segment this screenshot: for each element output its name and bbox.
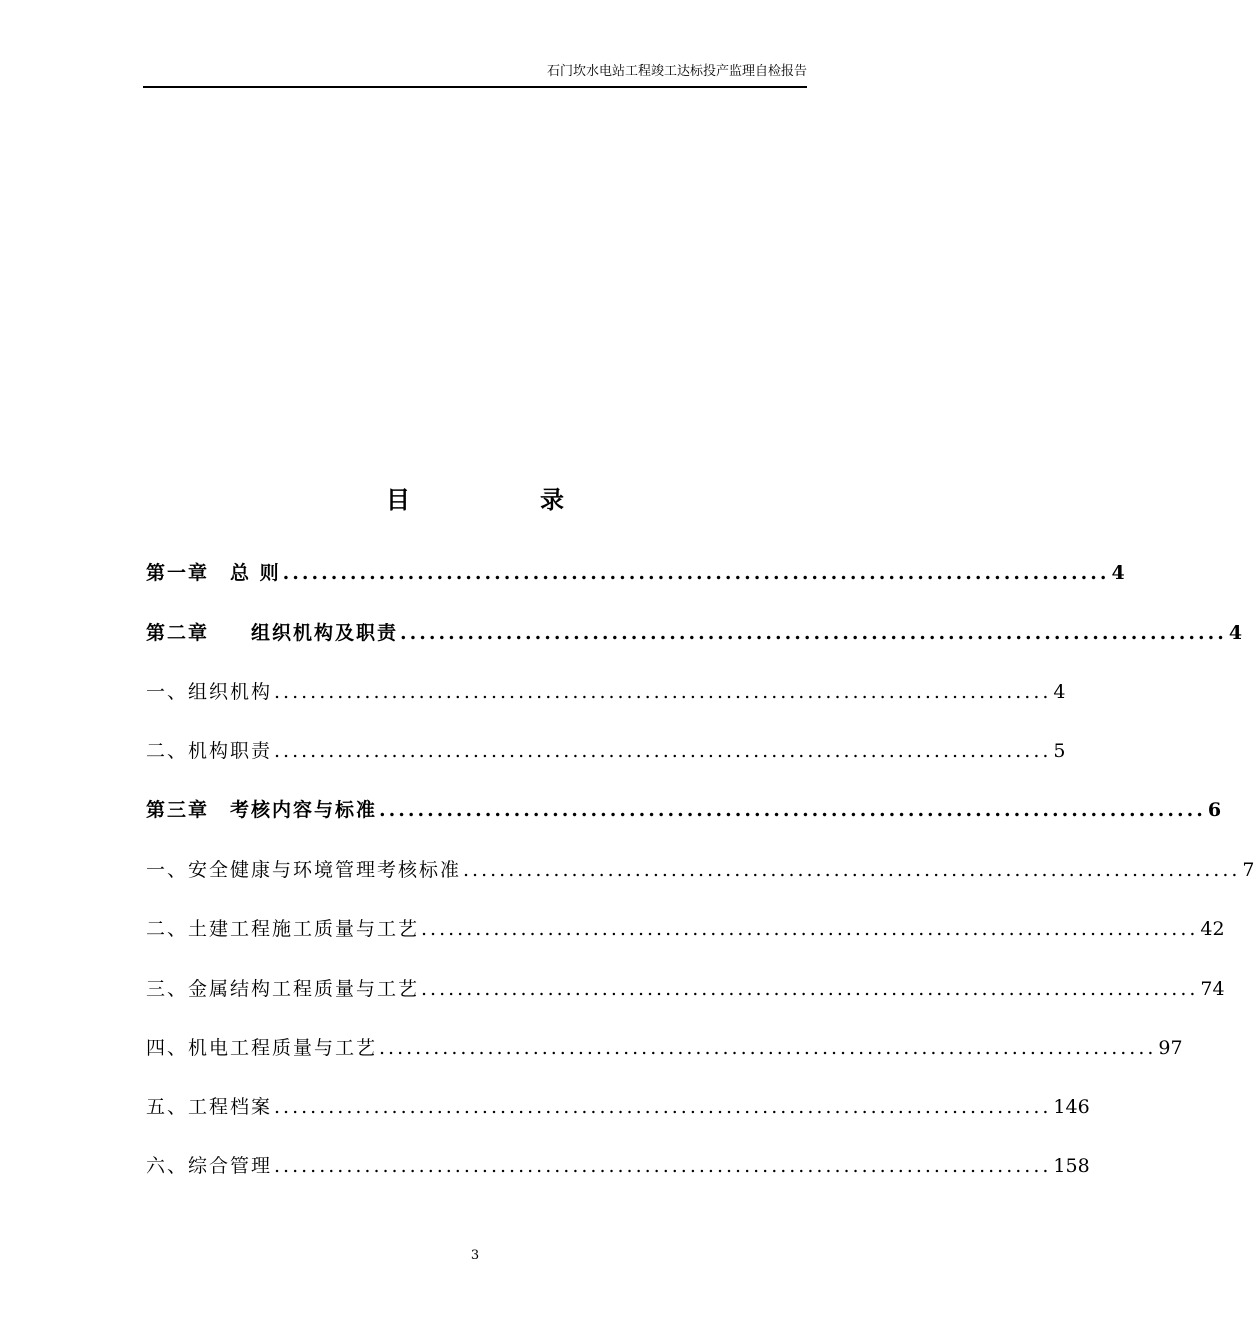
toc-leader-dots: ......................................................................................: [379, 799, 1206, 821]
toc-entry[interactable]: [146, 973, 1225, 1005]
header-text: 石门坎水电站工程竣工达标投产监理自检报告: [546, 64, 807, 79]
toc-entry-page: 4: [1228, 622, 1243, 644]
toc-entry[interactable]: [146, 676, 1066, 708]
toc-leader-dots: ......................................................................................: [274, 740, 1052, 762]
toc-entry-page: 74: [1200, 978, 1225, 1000]
toc-entry[interactable]: [146, 1150, 1090, 1182]
toc-entry-label: 第二章 组织机构及职责: [146, 622, 399, 644]
toc-leader-dots: ......................................................................................: [274, 1155, 1052, 1177]
toc-leader-dots: ......................................................................................: [463, 859, 1241, 881]
toc-leader-dots: ......................................................................................: [282, 562, 1110, 584]
toc-entry-page: 6: [1207, 799, 1222, 821]
toc-entry-label: 四、机电工程质量与工艺: [146, 1037, 378, 1059]
toc-title-char-1: 目: [386, 485, 410, 514]
toc-entry[interactable]: [146, 617, 1243, 649]
toc-entry-page: 97: [1158, 1037, 1183, 1059]
toc-entry[interactable]: [146, 1091, 1090, 1123]
toc-entry-label: 二、机构职责: [146, 740, 273, 762]
toc-entry-label: 一、组织机构: [146, 681, 273, 703]
toc-entry-page: 4: [1053, 681, 1066, 703]
toc-entry[interactable]: [146, 913, 1225, 945]
toc-entry-page: 146: [1053, 1096, 1090, 1118]
toc-entry-page: 158: [1053, 1155, 1090, 1177]
toc-entry-label: 一、安全健康与环境管理考核标准: [146, 859, 462, 881]
page-number: 3: [470, 1248, 480, 1263]
toc-leader-dots: ......................................................................................: [400, 622, 1227, 644]
toc-entry-label: 六、综合管理: [146, 1155, 273, 1177]
toc-entry-page: 4: [1111, 562, 1125, 584]
toc-entry[interactable]: [146, 854, 1255, 886]
toc-entry-label: 第三章 考核内容与标准: [146, 799, 378, 821]
toc-entry[interactable]: [146, 557, 1125, 589]
toc-entry-label: 二、土建工程施工质量与工艺: [146, 918, 420, 940]
toc-entry-label: 三、金属结构工程质量与工艺: [146, 978, 420, 1000]
toc-leader-dots: ......................................................................................: [379, 1037, 1157, 1059]
toc-leader-dots: ......................................................................................: [421, 918, 1199, 940]
toc-entry-page: 42: [1200, 918, 1225, 940]
toc-entry-page: 5: [1053, 740, 1066, 762]
toc-entry[interactable]: [146, 794, 1222, 826]
toc-entry[interactable]: [146, 1032, 1183, 1064]
toc-entry-label: 五、工程档案: [146, 1096, 273, 1118]
toc-title-char-2: 录: [540, 485, 564, 514]
toc-entry-label: 第一章 总 则: [146, 562, 281, 584]
toc-leader-dots: ......................................................................................: [421, 978, 1199, 1000]
toc-leader-dots: ......................................................................................: [274, 1096, 1052, 1118]
toc-leader-dots: ......................................................................................: [274, 681, 1052, 703]
toc-entry[interactable]: [146, 735, 1066, 767]
toc-entry-page: 7: [1242, 859, 1255, 881]
running-header: [143, 62, 807, 88]
